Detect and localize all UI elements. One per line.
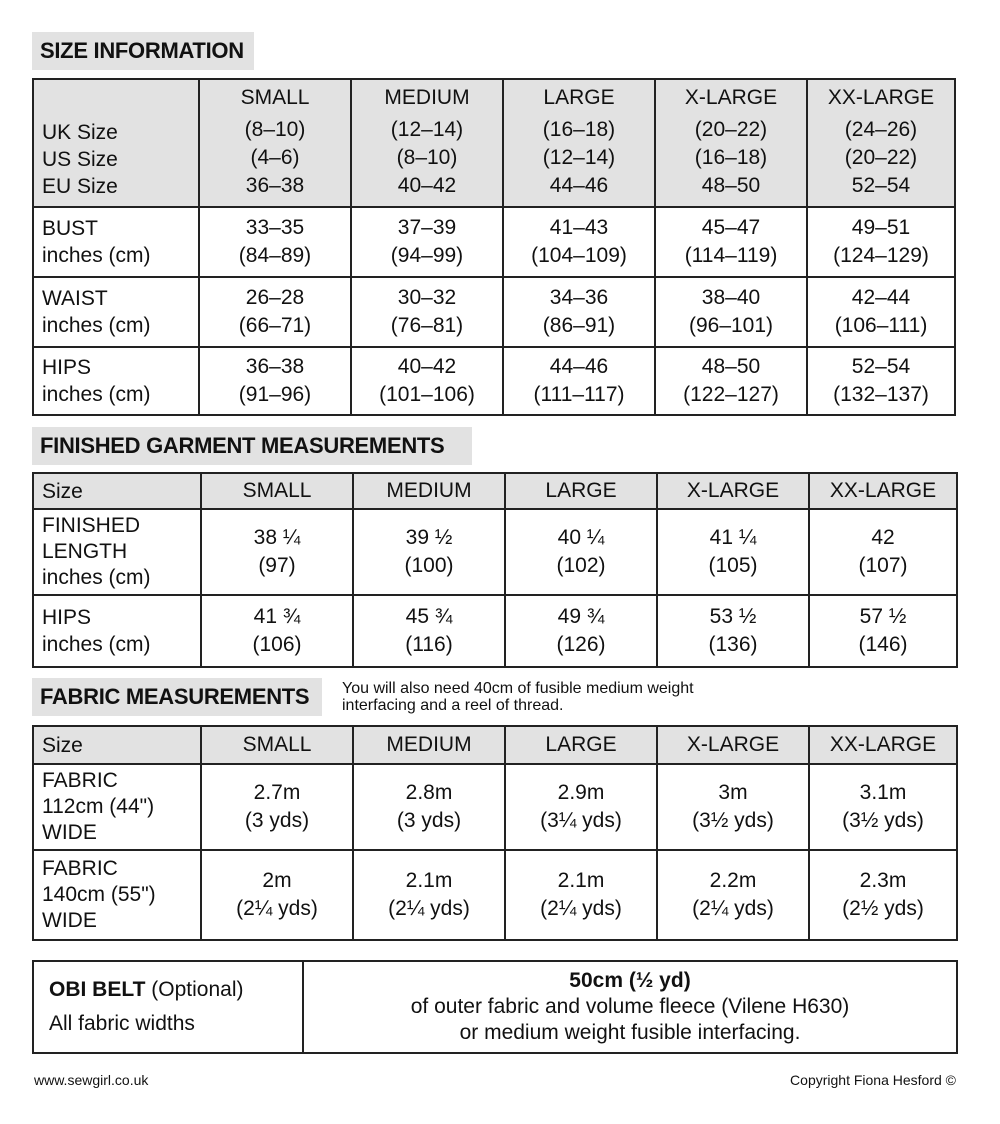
hips-row [33, 347, 955, 415]
size-column-medium: MEDIUM (12–14) (8–10) 40–42 [351, 79, 503, 207]
obi-belt-amount: 50cm (½ yd) [569, 969, 691, 992]
size-column-large: LARGE (16–18) (12–14) 44–46 [503, 79, 655, 207]
row-label: FABRIC 140cm (55") WIDE [33, 850, 201, 940]
eu-size-label: EU Size [42, 175, 118, 198]
size-information-table [32, 78, 956, 416]
table-cell: 2.3m (2½ yds) [809, 850, 957, 940]
table-cell: 41 ¼ (105) [657, 509, 809, 595]
obi-belt-requirements [303, 961, 957, 1053]
obi-belt-name: OBI BELT [49, 978, 146, 1001]
table-cell: 40–42 (101–106) [351, 347, 503, 415]
column-header: SMALL [201, 473, 353, 509]
table-cell: 48–50 (122–127) [655, 347, 807, 415]
fabric-header-row [33, 726, 957, 764]
table-cell: 53 ½ (136) [657, 595, 809, 667]
finished-hips-row [33, 595, 957, 667]
table-cell: 49–51 (124–129) [807, 207, 955, 277]
waist-row [33, 277, 955, 347]
obi-belt-line2: of outer fabric and volume fleece (Vilene H630) [410, 995, 850, 1018]
column-header: SMALL [201, 726, 353, 764]
table-cell: 30–32 (76–81) [351, 277, 503, 347]
finished-header-row [33, 473, 957, 509]
obi-belt-table [32, 960, 958, 1054]
table-cell: 39 ½ (100) [353, 509, 505, 595]
row-label: BUST inches (cm) [33, 207, 199, 277]
copyright-notice: Copyright Fiona Hesford © [790, 1072, 956, 1088]
size-header-label: Size [33, 726, 201, 764]
table-cell: 26–28 (66–71) [199, 277, 351, 347]
table-cell: 52–54 (132–137) [807, 347, 955, 415]
fabric-measurements-table [32, 725, 958, 941]
column-header: MEDIUM [353, 473, 505, 509]
size-header-label: Size [33, 473, 201, 509]
fabric-140-row [33, 850, 957, 940]
row-label: HIPS inches (cm) [33, 595, 201, 667]
obi-belt-line3: or medium weight fusible interfacing. [459, 1021, 801, 1044]
column-header: XX-LARGE [809, 473, 957, 509]
table-cell: 42 (107) [809, 509, 957, 595]
row-label: FABRIC 112cm (44") WIDE [33, 764, 201, 850]
uk-size-label: UK Size [42, 121, 118, 144]
table-cell: 49 ¾ (126) [505, 595, 657, 667]
column-header: XX-LARGE [809, 726, 957, 764]
size-column-small: SMALL (8–10) (4–6) 36–38 [199, 79, 351, 207]
table-cell: 45–47 (114–119) [655, 207, 807, 277]
size-system-label [33, 79, 199, 207]
row-label: FINISHED LENGTH inches (cm) [33, 509, 201, 595]
finished-garment-title: FINISHED GARMENT MEASUREMENTS [32, 427, 472, 465]
row-label: WAIST inches (cm) [33, 277, 199, 347]
obi-belt-widths: All fabric widths [49, 1012, 195, 1035]
table-cell: 2.8m (3 yds) [353, 764, 505, 850]
table-cell: 2.2m (2¼ yds) [657, 850, 809, 940]
bust-row [33, 207, 955, 277]
size-column-xx-large: XX-LARGE (24–26) (20–22) 52–54 [807, 79, 955, 207]
size-information-title: SIZE INFORMATION [32, 32, 254, 70]
table-cell: 45 ¾ (116) [353, 595, 505, 667]
column-header: LARGE [505, 726, 657, 764]
table-cell: 2.1m (2¼ yds) [353, 850, 505, 940]
column-header: X-LARGE [657, 726, 809, 764]
finished-garment-table [32, 472, 958, 668]
table-cell: 2.9m (3¼ yds) [505, 764, 657, 850]
table-cell: 44–46 (111–117) [503, 347, 655, 415]
table-cell: 2.1m (2¼ yds) [505, 850, 657, 940]
us-size-label: US Size [42, 148, 118, 171]
obi-belt-row [33, 961, 957, 1053]
table-cell: 38–40 (96–101) [655, 277, 807, 347]
fabric-note: You will also need 40cm of fusible medium weight interfacing and a reel of thread. [342, 680, 694, 714]
finished-length-row [33, 509, 957, 595]
table-cell: 40 ¼ (102) [505, 509, 657, 595]
column-header: LARGE [505, 473, 657, 509]
size-column-x-large: X-LARGE (20–22) (16–18) 48–50 [655, 79, 807, 207]
table-cell: 42–44 (106–111) [807, 277, 955, 347]
row-label: HIPS inches (cm) [33, 347, 199, 415]
fabric-measurements-title: FABRIC MEASUREMENTS [32, 678, 322, 716]
table-cell: 36–38 (91–96) [199, 347, 351, 415]
table-cell: 2m (2¼ yds) [201, 850, 353, 940]
fabric-112-row [33, 764, 957, 850]
obi-belt-optional: (Optional) [145, 978, 244, 1001]
table-cell: 3m (3½ yds) [657, 764, 809, 850]
table-cell: 34–36 (86–91) [503, 277, 655, 347]
obi-belt-label [33, 961, 303, 1053]
column-header: MEDIUM [353, 726, 505, 764]
column-header: X-LARGE [657, 473, 809, 509]
table-cell: 3.1m (3½ yds) [809, 764, 957, 850]
table-cell: 37–39 (94–99) [351, 207, 503, 277]
website-link[interactable]: www.sewgirl.co.uk [34, 1072, 149, 1088]
table-cell: 2.7m (3 yds) [201, 764, 353, 850]
table-cell: 57 ½ (146) [809, 595, 957, 667]
table-cell: 41–43 (104–109) [503, 207, 655, 277]
table-cell: 33–35 (84–89) [199, 207, 351, 277]
table-cell: 38 ¼ (97) [201, 509, 353, 595]
size-header-row [33, 79, 955, 207]
table-cell: 41 ¾ (106) [201, 595, 353, 667]
